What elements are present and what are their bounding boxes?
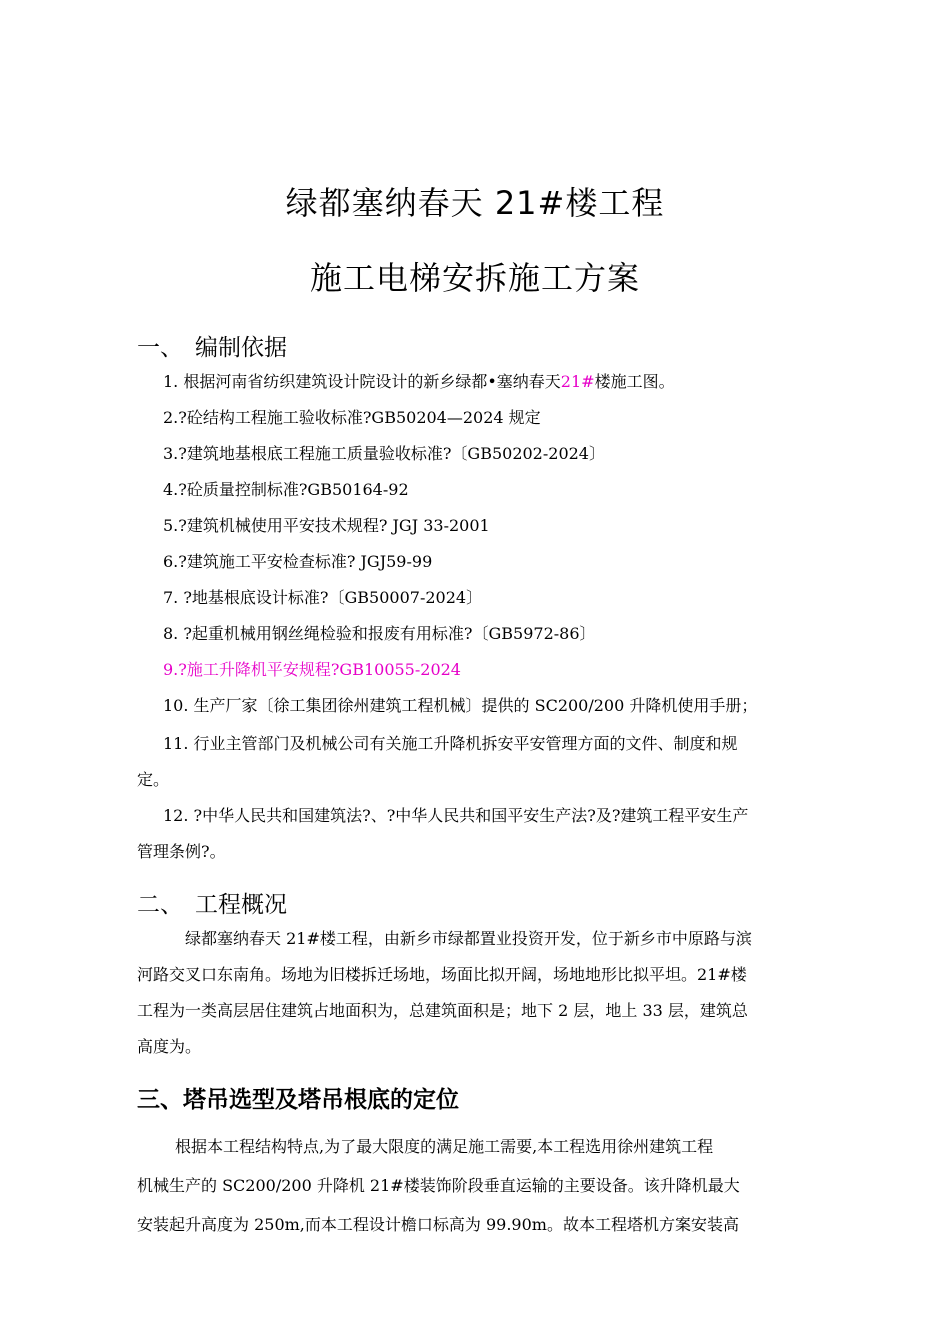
section1-heading-text: 编制依据	[195, 335, 287, 361]
section3-heading: 三、塔吊选型及塔吊根底的定位	[137, 1087, 459, 1113]
basis-item-4: 4.?砼质量控制标准?GB50164-92	[163, 480, 409, 499]
tower-crane-line-1: 根据本工程结构特点,为了最大限度的满足施工需要,本工程选用徐州建筑工程	[175, 1137, 714, 1156]
overview-line-3: 工程为一类高层居住建筑占地面积为，总建筑面积是；地下 2 层，地上 33 层，建筑总	[137, 1001, 748, 1020]
basis-item-8: 8. ?起重机械用钢丝绳检验和报废有用标准?〔GB5972-86〕	[163, 624, 596, 643]
basis-item-1-text: 1. 根据河南省纺织建筑设计院设计的新乡绿都•塞纳春天	[163, 372, 561, 391]
section2-heading-text: 工程概况	[195, 892, 287, 918]
section1-heading-number: 一、	[137, 335, 183, 361]
tower-crane-line-2: 机械生产的 SC200/200 升降机 21#楼装饰阶段垂直运输的主要设备。该升降机最大	[137, 1176, 740, 1195]
basis-item-11-line2: 定。	[137, 770, 170, 789]
basis-item-10: 10. 生产厂家〔徐工集团徐州建筑工程机械〕提供的 SC200/200 升降机使用手册；	[163, 696, 758, 715]
overview-line-1: 绿都塞纳春天 21#楼工程，由新乡市绿都置业投资开发，位于新乡市中原路与滨	[185, 929, 752, 948]
document-title-line2: 施工电梯安拆施工方案	[309, 259, 640, 297]
basis-item-9: 9.?施工升降机平安规程?GB10055-2024	[163, 660, 461, 679]
basis-item-12-line1: 12. ?中华人民共和国建筑法?、?中华人民共和国平安生产法?及?建筑工程平安生产	[163, 806, 749, 825]
basis-item-11-line1: 11. 行业主管部门及机械公司有关施工升降机拆安平安管理方面的文件、制度和规	[163, 734, 738, 753]
basis-item-12-line2: 管理条例?。	[137, 842, 226, 861]
basis-item-7: 7. ?地基根底设计标准?〔GB50007-2024〕	[163, 588, 483, 607]
basis-item-2: 2.?砼结构工程施工验收标准?GB50204—2024 规定	[163, 408, 541, 427]
overview-line-4: 高度为。	[137, 1037, 202, 1056]
document-title-line1: 绿都塞纳春天 21#楼工程	[285, 184, 665, 222]
basis-item-3: 3.?建筑地基根底工程施工质量验收标准?〔GB50202-2024〕	[163, 444, 605, 463]
section2-heading	[137, 886, 287, 919]
overview-line-2: 河路交叉口东南角。场地为旧楼拆迁场地，场面比拟开阔，场地地形比拟平坦。21#楼	[137, 965, 747, 984]
basis-item-6: 6.?建筑施工平安检查标准? JGJ59-99	[163, 552, 433, 571]
section1-heading	[137, 329, 287, 362]
basis-item-1	[163, 369, 675, 392]
basis-item-5: 5.?建筑机械使用平安技术规程? JGJ 33-2001	[163, 516, 490, 535]
tower-crane-line-3: 安装起升高度为 250m,而本工程设计檐口标高为 99.90m。故本工程塔机方案安装高	[137, 1215, 739, 1234]
basis-item-1-suffix: 楼施工图。	[594, 372, 675, 391]
section2-heading-number: 二、	[137, 892, 183, 918]
basis-item-1-highlight: 21#	[560, 372, 595, 391]
